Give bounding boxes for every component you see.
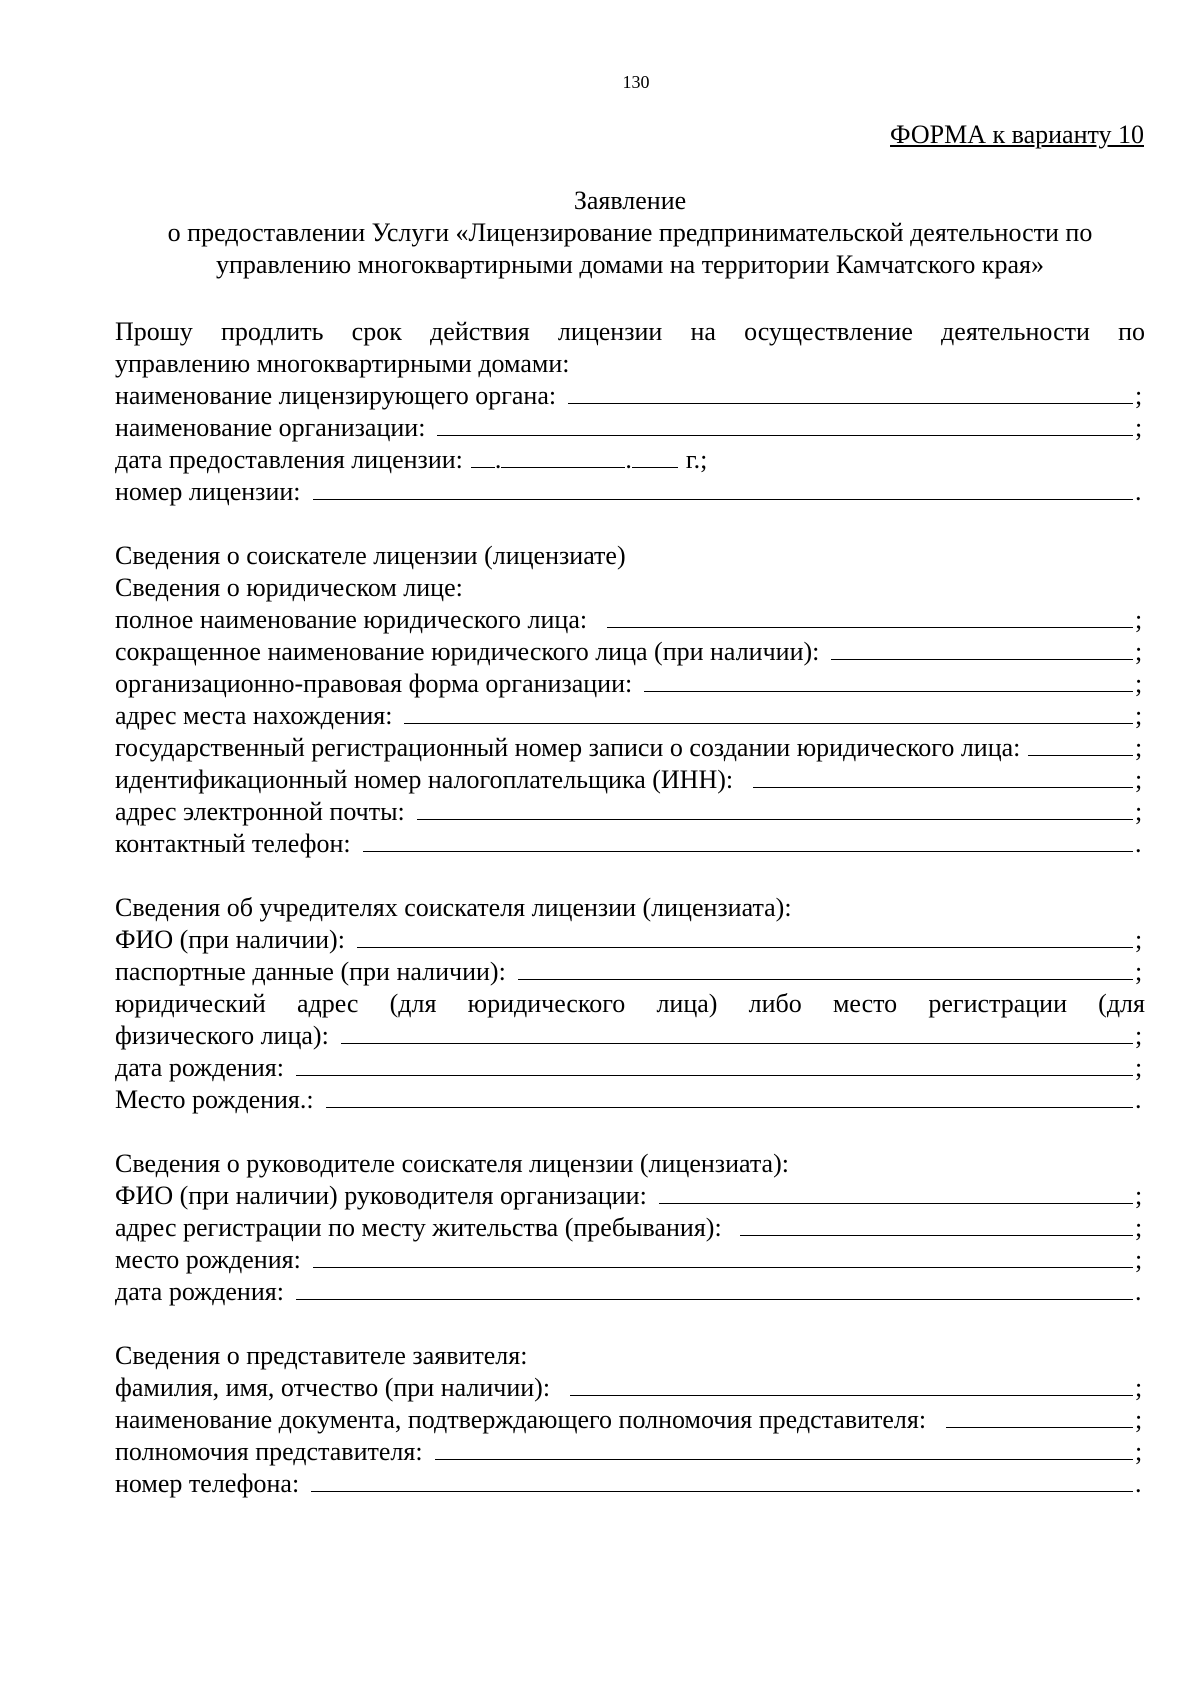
blank-line[interactable] (326, 1085, 1133, 1108)
blank-line[interactable] (659, 1181, 1133, 1204)
year-blank[interactable] (632, 445, 678, 468)
punctuation: ; (1135, 1181, 1143, 1210)
punctuation: ; (1135, 1245, 1143, 1274)
blank-line[interactable] (357, 925, 1133, 948)
field-label: адрес электронной почты: (115, 797, 405, 826)
punctuation: ; (1135, 733, 1143, 762)
field-founder-birth-date[interactable] (115, 1052, 1145, 1084)
field-address[interactable] (115, 700, 1145, 732)
spacer (115, 1116, 1145, 1148)
subheading-legal-entity: Сведения о юридическом лице: (115, 573, 463, 602)
page-number: 130 (622, 72, 650, 92)
field-ogrn[interactable] (115, 732, 1145, 764)
date-separator: . (494, 445, 502, 474)
field-label: идентификационный номер налогоплательщика (ИНН): (115, 765, 734, 794)
field-label: Место рождения.: (115, 1085, 314, 1114)
blank-line[interactable] (570, 1373, 1133, 1396)
field-label: ФИО (при наличии) руководителя организации: (115, 1181, 647, 1210)
field-short-name[interactable] (115, 636, 1145, 668)
day-blank[interactable] (471, 445, 495, 468)
punctuation: ; (1135, 1437, 1143, 1466)
form-body (115, 316, 1145, 1500)
punctuation: ; (1135, 1021, 1143, 1050)
field-legal-form[interactable] (115, 668, 1145, 700)
intro-line-1: Прошу продлить срок действия лицензии на осуществление деятельности по (115, 317, 1145, 346)
field-rep-phone[interactable] (115, 1468, 1145, 1500)
punctuation: . (1135, 1277, 1142, 1306)
section-heading-founders: Сведения об учредителях соискателя лицензии (лицензиата): (115, 893, 792, 922)
field-label: организационно-правовая форма организации: (115, 669, 633, 698)
field-label: наименование документа, подтверждающего полномочия представителя: (115, 1405, 927, 1434)
field-founder-fio[interactable] (115, 924, 1145, 956)
field-rep-document[interactable] (115, 1404, 1145, 1436)
blank-line[interactable] (404, 701, 1133, 724)
field-phone[interactable] (115, 828, 1145, 860)
field-label: дата рождения: (115, 1053, 284, 1082)
month-blank[interactable] (501, 445, 625, 468)
field-organization-name[interactable] (115, 412, 1145, 444)
field-label: номер телефона: (115, 1469, 300, 1498)
punctuation: ; (1135, 925, 1143, 954)
field-founder-birth-place[interactable] (115, 1084, 1145, 1116)
field-label: паспортные данные (при наличии): (115, 957, 506, 986)
blank-line[interactable] (311, 1469, 1133, 1492)
field-head-birth-place[interactable] (115, 1244, 1145, 1276)
field-label: наименование организации: (115, 413, 426, 442)
field-label: полномочия представителя: (115, 1437, 423, 1466)
punctuation: . (1135, 829, 1142, 858)
field-label: фамилия, имя, отчество (при наличии): (115, 1373, 551, 1402)
field-license-number[interactable] (115, 476, 1145, 508)
section-heading-head: Сведения о руководителе соискателя лицензии (лицензиата): (115, 1149, 789, 1178)
blank-line[interactable] (341, 1021, 1133, 1044)
field-licensing-body[interactable] (115, 380, 1145, 412)
field-rep-powers[interactable] (115, 1436, 1145, 1468)
field-head-birth-date[interactable] (115, 1276, 1145, 1308)
field-inn[interactable] (115, 764, 1145, 796)
field-founder-address[interactable] (115, 1020, 1145, 1052)
blank-line[interactable] (296, 1277, 1133, 1300)
blank-line[interactable] (518, 957, 1133, 980)
field-email[interactable] (115, 796, 1145, 828)
punctuation: ; (1135, 1373, 1143, 1402)
punctuation: ; (1135, 957, 1143, 986)
year-suffix: г.; (685, 445, 708, 474)
punctuation: ; (1135, 413, 1143, 442)
blank-line[interactable] (644, 669, 1133, 692)
blank-line[interactable] (363, 829, 1133, 852)
form-reference: ФОРМА к варианту 10 (890, 120, 1144, 149)
document-title (115, 185, 1145, 281)
punctuation: ; (1135, 637, 1143, 666)
field-label: наименование лицензирующего органа: (115, 381, 557, 410)
date-separator: . (625, 445, 632, 474)
punctuation: ; (1135, 1213, 1143, 1242)
blank-line[interactable] (313, 1245, 1133, 1268)
punctuation: ; (1135, 669, 1143, 698)
punctuation: ; (1135, 797, 1143, 826)
section-heading-applicant: Сведения о соискателе лицензии (лицензиате) (115, 541, 626, 570)
field-license-date[interactable] (115, 444, 1145, 476)
field-label: адрес места нахождения: (115, 701, 393, 730)
punctuation: . (1135, 1469, 1142, 1498)
field-label: сокращенное наименование юридического лица (при наличии): (115, 637, 820, 666)
field-head-fio[interactable] (115, 1180, 1145, 1212)
spacer (115, 860, 1145, 892)
blank-line[interactable] (417, 797, 1133, 820)
blank-line[interactable] (296, 1053, 1133, 1076)
blank-line[interactable] (946, 1405, 1133, 1428)
title-line-1: Заявление (573, 186, 687, 215)
punctuation: ; (1135, 701, 1143, 730)
punctuation: ; (1135, 1053, 1143, 1082)
punctuation: ; (1135, 765, 1143, 794)
punctuation: . (1135, 477, 1142, 506)
blank-line[interactable] (1028, 733, 1133, 756)
founder-address-line-1: юридический адрес (для юридического лица) либо место регистрации (для (115, 989, 1145, 1018)
title-line-3: управлению многоквартирными домами на территории Камчатского края» (216, 250, 1044, 279)
blank-line[interactable] (753, 765, 1133, 788)
field-rep-fio[interactable] (115, 1372, 1145, 1404)
spacer (115, 508, 1145, 540)
field-label: номер лицензии: (115, 477, 301, 506)
field-full-name[interactable] (115, 604, 1145, 636)
blank-line[interactable] (313, 477, 1134, 500)
field-label: контактный телефон: (115, 829, 351, 858)
field-label: место рождения: (115, 1245, 301, 1274)
punctuation: . (1135, 1085, 1142, 1114)
section-heading-representative: Сведения о представителе заявителя: (115, 1341, 528, 1370)
field-label: адрес регистрации по месту жительства (пребывания): (115, 1213, 722, 1242)
title-line-2: о предоставлении Услуги «Лицензирование предпринимательской деятельности по (167, 218, 1093, 247)
blank-line[interactable] (437, 413, 1133, 436)
punctuation: ; (1135, 605, 1143, 634)
field-label: полное наименование юридического лица: (115, 605, 588, 634)
blank-line[interactable] (740, 1213, 1133, 1236)
field-label: ФИО (при наличии): (115, 925, 345, 954)
punctuation: ; (1135, 1405, 1143, 1434)
field-head-residence[interactable] (115, 1212, 1145, 1244)
field-label: дата рождения: (115, 1277, 284, 1306)
blank-line[interactable] (607, 605, 1133, 628)
punctuation: ; (1135, 381, 1143, 410)
blank-line[interactable] (435, 1437, 1133, 1460)
field-label: дата предоставления лицензии: (115, 445, 463, 474)
field-founder-passport[interactable] (115, 956, 1145, 988)
intro-line-2: управлению многоквартирными домами: (115, 349, 570, 378)
blank-line[interactable] (568, 381, 1133, 404)
field-label: физического лица): (115, 1021, 329, 1050)
spacer (115, 1308, 1145, 1340)
field-label: государственный регистрационный номер записи о создании юридического лица: (115, 733, 1021, 762)
blank-line[interactable] (831, 637, 1133, 660)
